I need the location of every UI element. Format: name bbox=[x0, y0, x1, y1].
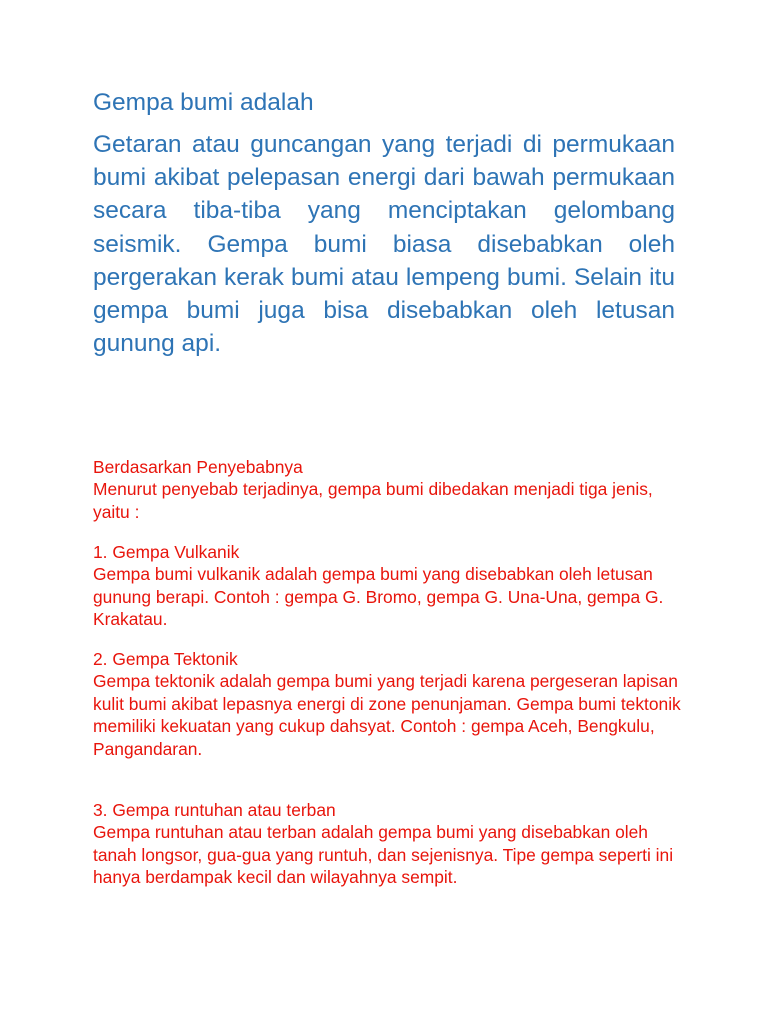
classification-title: Berdasarkan Penyebabnya bbox=[93, 457, 303, 477]
type-description: Gempa tektonik adalah gempa bumi yang terjadi karena pergeseran lapisan kulit bumi akibat lepasnya energi di zone penunjaman. Gempa bumi tektonik memiliki kekuatan yang cukup dahsyat. Contoh : gempa Aceh, Bengkulu, Pangandaran. bbox=[93, 671, 681, 759]
earthquake-type-tectonic bbox=[93, 648, 683, 760]
type-description: Gempa bumi vulkanik adalah gempa bumi yang disebabkan oleh letusan gunung berapi. Contoh : gempa G. Bromo, gempa G. Una-Una, gempa G. Krakatau. bbox=[93, 564, 664, 630]
earthquake-type-collapse bbox=[93, 799, 683, 889]
classification-intro-block bbox=[93, 456, 683, 523]
document-heading: Gempa bumi adalah bbox=[93, 89, 314, 116]
classification-intro: Menurut penyebab terjadinya, gempa bumi dibedakan menjadi tiga jenis, yaitu : bbox=[93, 479, 653, 522]
earthquake-type-volcanic bbox=[93, 541, 683, 631]
type-title: 3. Gempa runtuhan atau terban bbox=[93, 800, 336, 820]
type-title: 2. Gempa Tektonik bbox=[93, 649, 238, 669]
type-title: 1. Gempa Vulkanik bbox=[93, 542, 240, 562]
type-description: Gempa runtuhan atau terban adalah gempa bumi yang disebabkan oleh tanah longsor, gua-gua yang runtuh, dan sejenisnya. Tipe gempa seperti ini hanya berdampak kecil dan wilayahnya sempit. bbox=[93, 822, 674, 888]
definition-paragraph: Getaran atau guncangan yang terjadi di permukaan bumi akibat pelepasan energi dari bawah permukaan secara tiba-tiba yang menciptakan gelombang seismik. Gempa bumi biasa disebabkan oleh pergerakan kerak bumi atau lempeng bumi. Selain itu gempa bumi juga bisa disebabkan oleh letusan gunung api. bbox=[93, 131, 675, 358]
